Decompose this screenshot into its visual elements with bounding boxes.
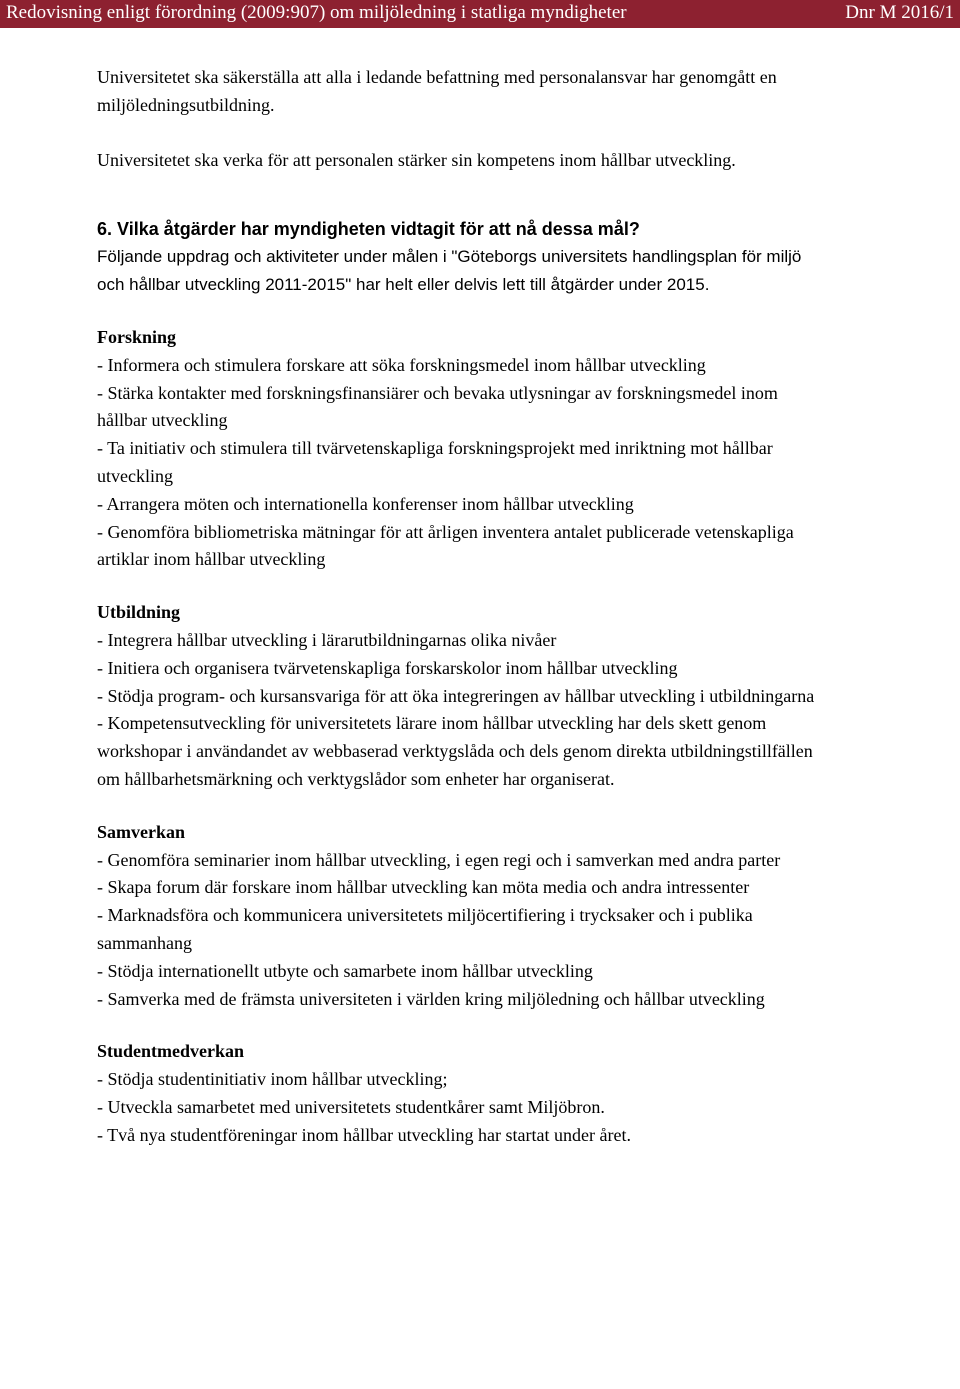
section-utbildning [97,599,817,794]
list-item: - Två nya studentföreningar inom hållbar utveckling har startat under året. [97,1124,631,1145]
section-samverkan [97,819,817,1014]
document-reference: Dnr M 2016/1 [845,2,954,23]
list-item: - Stödja internationellt utbyte och samarbete inom hållbar utveckling [97,960,593,981]
list-item: - Stödja program- och kursansvariga för att öka integreringen av hållbar utveckling i utbildningarna [97,685,815,706]
goal-paragraph: Universitetet ska säkerställa att alla i ledande befattning med personalansvar har genomgått en miljöledningsutbildning. [97,67,777,115]
section-heading: Utbildning [97,602,181,623]
list-item: - Arrangera möten och internationella konferenser inom hållbar utveckling [97,493,634,514]
question-intro: Följande uppdrag och aktiviteter under målen i "Göteborgs universitets handlingsplan för miljö och hållbar utveckling 2011-2015" har helt eller delvis lett till åtgärder under 2015. [97,247,802,295]
list-item: - Marknadsföra och kommunicera universitetets miljöcertifiering i trycksaker och i publika sammanhang [97,905,753,953]
list-item: - Genomföra bibliometriska mätningar för att årligen inventera antalet publicerade vetenskapliga artiklar inom hållbar utveckling [97,521,794,570]
list-item: - Utveckla samarbetet med universitetets studentkårer samt Miljöbron. [97,1096,605,1117]
list-item: - Informera och stimulera forskare att söka forskningsmedel inom hållbar utveckling [97,354,706,375]
list-item: - Kompetensutveckling för universitetets lärare inom hållbar utveckling har dels skett genom workshopar i användandet av webbaserad verktygslåda och dels genom direkta utbildningstillfällen om hållbarhetsmärkning och verktygslådor som enheter har organiserat. [97,713,813,789]
section-studentmedverkan [97,1038,817,1149]
section-heading: Studentmedverkan [97,1041,245,1062]
page-header [0,0,960,28]
goal-paragraph: Universitetet ska verka för att personalen stärker sin kompetens inom hållbar utveckling. [97,149,736,170]
list-item: - Skapa forum där forskare inom hållbar utveckling kan möta media och andra intressenter [97,877,750,898]
document-body [97,64,817,1150]
list-item: - Initiera och organisera tvärvetenskapliga forskarskolor inom hållbar utveckling [97,657,678,678]
section-heading: Forskning [97,326,177,347]
section-forskning [97,324,817,574]
list-item: - Samverka med de främsta universiteten i världen kring miljöledning och hållbar utveckling [97,988,765,1009]
list-item: - Stödja studentinitiativ inom hållbar utveckling; [97,1069,448,1090]
document-title: Redovisning enligt förordning (2009:907) om miljöledning i statliga myndigheter [6,2,627,23]
section-heading: Samverkan [97,821,186,842]
list-item: - Integrera hållbar utveckling i lärarutbildningarnas olika nivåer [97,629,557,650]
list-item: - Ta initiativ och stimulera till tvärvetenskapliga forskningsprojekt med inriktning mot hållbar utveckling [97,438,773,486]
list-item: - Genomföra seminarier inom hållbar utveckling, i egen regi och i samverkan med andra parter [97,849,781,870]
question-heading: 6. Vilka åtgärder har myndigheten vidtagit för att nå dessa mål? [97,219,640,240]
list-item: - Stärka kontakter med forskningsfinansiärer och bevaka utlysningar av forskningsmedel inom hållbar utveckling [97,382,778,431]
